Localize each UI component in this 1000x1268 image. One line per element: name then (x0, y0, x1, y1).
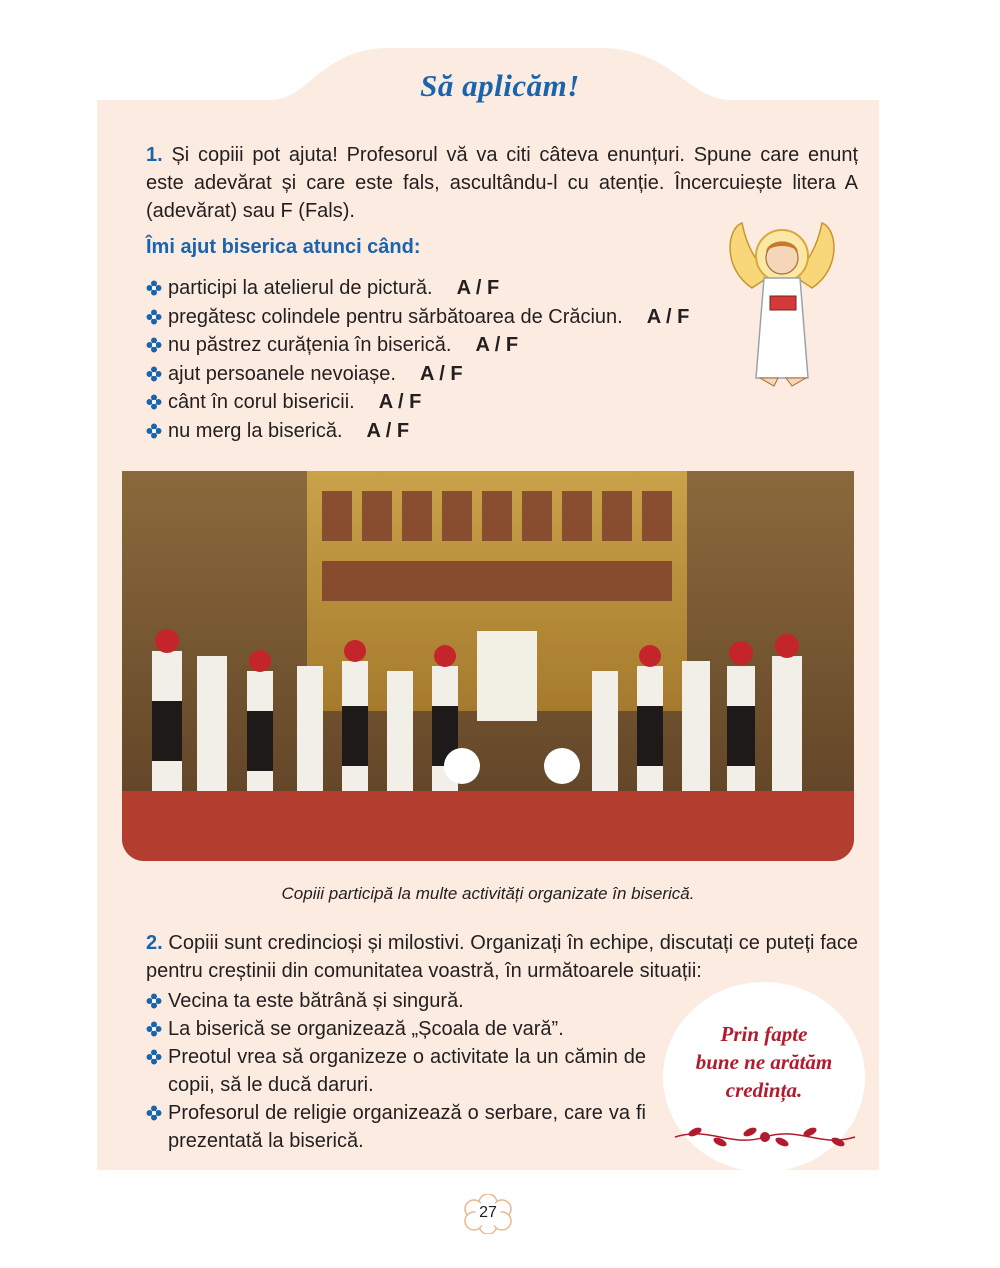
callout-line: bune ne arătăm (695, 1050, 833, 1074)
exercise-2-text (146, 929, 858, 985)
photo-caption: Copiii participă la multe activități organizate în biserică. (281, 884, 695, 903)
flower-bullet-icon (146, 394, 162, 410)
flower-bullet-icon (146, 1049, 162, 1065)
flower-bullet-icon (146, 993, 162, 1009)
flower-bullet-icon (146, 309, 162, 325)
situation-list (146, 987, 646, 1155)
list-item (146, 987, 646, 1015)
exercise-2-number: 2. (146, 932, 163, 954)
list-item (146, 360, 689, 389)
situation-text: La biserică se organizează „Școala de vară”. (168, 1018, 564, 1040)
callout-line: Prin fapte (720, 1022, 808, 1046)
flower-bullet-icon (146, 280, 162, 296)
situation-text: Profesorul de religie organizează o serbare, care va fi prezentată la biserică. (168, 1102, 646, 1152)
flower-bullet-icon (146, 1105, 162, 1121)
flower-bullet-icon (146, 337, 162, 353)
list-item (146, 303, 689, 332)
exercise-1-text (146, 141, 858, 225)
statement-list (146, 274, 689, 445)
angel-illustration (722, 218, 842, 398)
answer-choice[interactable]: A / F (456, 277, 500, 299)
page-title: Să aplicăm! (420, 68, 580, 103)
answer-choice[interactable]: A / F (475, 334, 519, 356)
statement-text: ajut persoanele nevoiașe. (168, 362, 396, 385)
statement-text: pregătesc colindele pentru sărbătoarea de Crăciun. (168, 305, 623, 328)
list-item (146, 388, 689, 417)
answer-choice[interactable]: A / F (419, 362, 463, 385)
exercise-1-number: 1. (146, 144, 163, 166)
church-group-photo (122, 471, 854, 861)
answer-choice[interactable]: A / F (646, 305, 690, 328)
floral-ornament-icon (670, 1124, 860, 1150)
callout-text (663, 1020, 865, 1104)
list-item (146, 331, 689, 360)
flower-bullet-icon (146, 366, 162, 382)
callout-line: credința. (725, 1078, 803, 1102)
answer-choice[interactable]: A / F (378, 391, 422, 413)
situation-text: Vecina ta este bătrână și singură. (168, 990, 464, 1012)
statement-text: cânt în corul bisericii. (168, 391, 355, 413)
statement-text: participi la atelierul de pictură. (168, 277, 433, 299)
list-item (146, 274, 689, 303)
statement-text: nu păstrez curățenia în biserică. (168, 334, 452, 356)
exercise-1-body: Și copiii pot ajuta! Profesorul vă va citi câteva enunțuri. Spune care enunț este adevărat și care este fals, ascultându-l cu atenție. Încercuiește litera A (adevărat) sau F (Fals). (146, 144, 859, 222)
answer-choice[interactable]: A / F (366, 419, 410, 442)
list-item (146, 1015, 646, 1043)
flower-bullet-icon (146, 1021, 162, 1037)
list-item (146, 1099, 646, 1155)
page-number: 27 (479, 1204, 497, 1221)
exercise-1-subtitle: Îmi ajut biserica atunci când: (146, 236, 421, 258)
list-item (146, 1043, 646, 1099)
exercise-2-body: Copiii sunt credincioși și milostivi. Organizați în echipe, discutați ce puteți face pentru creștinii din comunitatea voastră, în următoarele situații: (146, 932, 858, 982)
situation-text: Preotul vrea să organizeze o activitate la un cămin de copii, să le ducă daruri. (168, 1046, 646, 1096)
list-item (146, 417, 689, 446)
flower-bullet-icon (146, 423, 162, 439)
statement-text: nu merg la biserică. (168, 419, 343, 442)
